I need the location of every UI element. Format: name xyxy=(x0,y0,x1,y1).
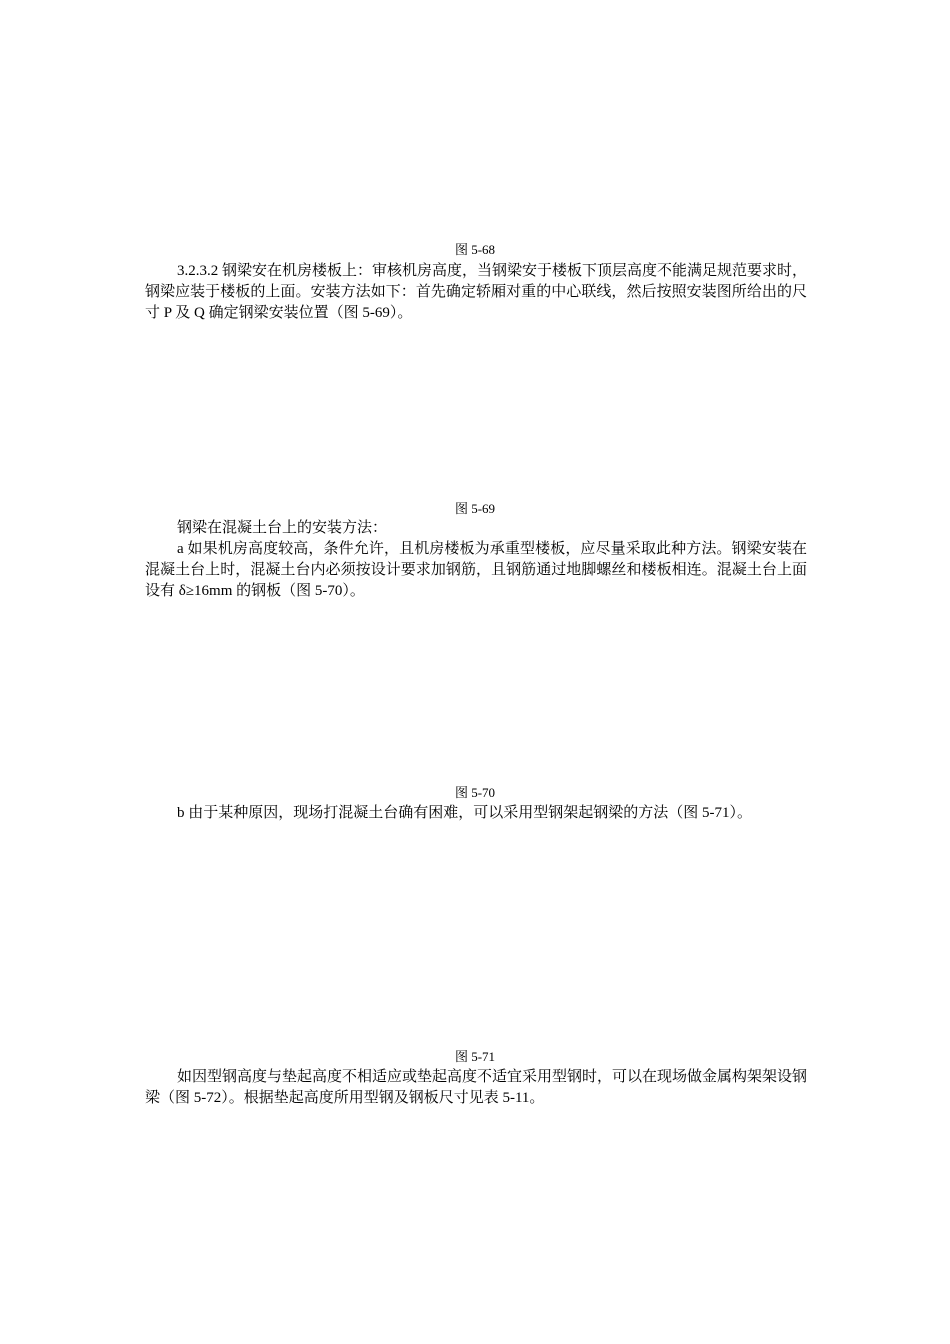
figure-caption-5-69: 图 5-69 xyxy=(454,501,496,516)
figure-caption-5-68: 图 5-68 xyxy=(454,242,496,257)
paragraph-method-b: b 由于某种原因，现场打混凝土台确有困难，可以采用型钢架起钢梁的方法（图 5-71）。 xyxy=(177,805,752,821)
figure-caption-5-71: 图 5-71 xyxy=(454,1049,496,1064)
paragraph-steel-beam-on-floor: 3.2.3.2 钢梁安在机房楼板上：审核机房高度，当钢梁安于楼板下顶层高度不能满足规范要求时，钢梁应装于楼板的上面。安装方法如下：首先确定轿厢对重的中心联线，然后按照安装图所给出的尺寸 P 及 Q 确定钢梁安装位置（图 5-69）。 xyxy=(145,263,808,321)
paragraph-concrete-platform-heading: 钢梁在混凝土台上的安装方法： xyxy=(177,520,388,536)
figure-caption-5-70: 图 5-70 xyxy=(454,785,496,800)
paragraph-method-a: a 如果机房高度较高，条件允许，且机房楼板为承重型楼板，应尽量采取此种方法。钢梁安装在混凝土台上时，混凝土台内必须按设计要求加钢筋，且钢筋通过地脚螺丝和楼板相连。混凝土台上面设有 δ≥16mm 的钢板（图 5-70）。 xyxy=(145,541,807,599)
paragraph-metal-frame: 如因型钢高度与垫起高度不相适应或垫起高度不适宜采用型钢时，可以在现场做金属构架架设钢梁（图 5-72）。根据垫起高度所用型钢及钢板尺寸见表 5-11。 xyxy=(145,1069,808,1106)
